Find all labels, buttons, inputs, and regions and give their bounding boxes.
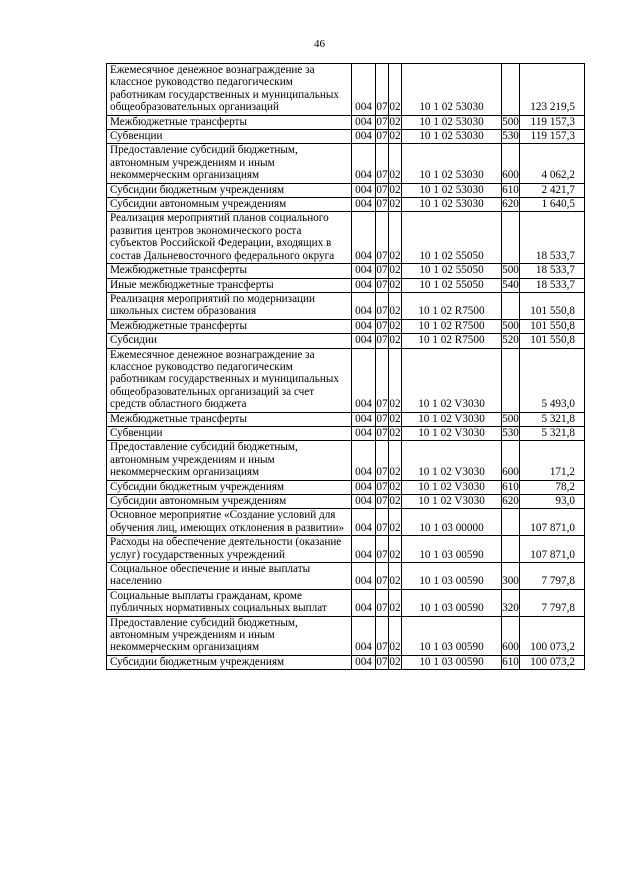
expense-type-code xyxy=(502,292,520,319)
department-code: 004 xyxy=(352,64,376,116)
section-code: 07 xyxy=(376,441,389,480)
line-item-name: Субвенции xyxy=(107,130,352,144)
department-code: 004 xyxy=(352,412,376,426)
line-item-name: Реализация мероприятий по модернизации школьных систем образования xyxy=(107,292,352,319)
section-code: 07 xyxy=(376,212,389,264)
table-row xyxy=(107,319,585,333)
department-code: 004 xyxy=(352,348,376,412)
subsection-code: 02 xyxy=(389,616,402,655)
section-code: 07 xyxy=(376,278,388,291)
table-row xyxy=(107,589,585,616)
line-item-name: Предоставление субсидий бюджетным, автономным учреждениям и иным некоммерческим организациям xyxy=(107,616,352,655)
amount: 107 871,0 xyxy=(520,536,585,563)
target-item-code: 10 1 02 R7500 xyxy=(402,319,502,333)
department-code: 004 xyxy=(352,130,376,144)
table-row xyxy=(107,412,585,426)
subsection-code: 02 xyxy=(389,536,402,563)
expense-type-code: 500 xyxy=(502,412,519,425)
department-code: 004 xyxy=(352,480,376,494)
expense-type-code xyxy=(502,64,520,116)
subsection-code: 02 xyxy=(389,480,401,493)
section-code: 07 xyxy=(376,495,388,507)
table-row xyxy=(107,495,585,509)
amount: 4 062,2 xyxy=(520,144,585,183)
target-item-code: 10 1 02 55050 xyxy=(402,278,502,292)
amount: 101 550,8 xyxy=(520,319,585,333)
table-row xyxy=(107,64,585,116)
section-code: 07 xyxy=(376,480,388,493)
expense-type-code: 500 xyxy=(502,115,519,128)
line-item-name: Социальное обеспечение и иные выплаты населению xyxy=(107,563,352,590)
line-item-name: Основное мероприятие «Создание условий для обучения лиц, имеющих отклонения в развитии» xyxy=(107,509,352,536)
expense-type-code: 530 xyxy=(502,426,519,439)
section-code: 07 xyxy=(376,64,389,116)
subsection-code: 02 xyxy=(389,495,401,507)
amount: 107 871,0 xyxy=(520,509,585,536)
target-item-code: 10 1 03 00590 xyxy=(402,563,502,590)
expense-type-code: 610 xyxy=(502,183,519,196)
target-item-code: 10 1 02 53030 xyxy=(402,183,502,197)
subsection-code: 02 xyxy=(389,264,401,277)
line-item-name: Иные межбюджетные трансферты xyxy=(107,278,352,292)
line-item-name: Ежемесячное денежное вознаграждение за классное руководство педагогическим работникам государственных и муниципальных общеобразовательных организаций за счет средств областного бюджета xyxy=(107,348,352,412)
expense-type-code: 610 xyxy=(502,480,519,493)
department-code: 004 xyxy=(352,278,376,292)
department-code: 004 xyxy=(352,144,376,183)
budget-table-body xyxy=(107,64,585,670)
subsection-code: 02 xyxy=(389,563,402,590)
subsection-code: 02 xyxy=(389,509,402,536)
line-item-name: Социальные выплаты гражданам, кроме публичных нормативных социальных выплат xyxy=(107,589,352,616)
amount: 100 073,2 xyxy=(520,616,585,655)
target-item-code: 10 1 02 55050 xyxy=(402,264,502,278)
line-item-name: Межбюджетные трансферты xyxy=(107,319,352,333)
table-row xyxy=(107,198,585,212)
section-code: 07 xyxy=(376,292,389,319)
expense-type-code: 620 xyxy=(502,198,519,211)
table-row xyxy=(107,441,585,480)
line-item-name: Ежемесячное денежное вознаграждение за классное руководство педагогическим работникам государственных и муниципальных общеобразовательных организаций xyxy=(107,64,352,116)
target-item-code: 10 1 02 R7500 xyxy=(402,334,502,348)
amount: 101 550,8 xyxy=(520,292,585,319)
section-code: 07 xyxy=(376,616,389,655)
section-code: 07 xyxy=(376,563,389,590)
amount: 101 550,8 xyxy=(520,334,585,348)
table-row xyxy=(107,183,585,197)
section-code: 07 xyxy=(376,412,388,425)
section-code: 07 xyxy=(376,264,388,277)
section-code: 07 xyxy=(376,130,388,143)
expense-type-code: 620 xyxy=(502,495,519,507)
subsection-code: 02 xyxy=(389,183,401,196)
department-code: 004 xyxy=(352,319,376,333)
amount: 5 321,8 xyxy=(520,412,585,426)
target-item-code: 10 1 02 R7500 xyxy=(402,292,502,319)
subsection-code: 02 xyxy=(389,278,401,291)
table-row xyxy=(107,616,585,655)
department-code: 004 xyxy=(352,563,376,590)
table-row xyxy=(107,144,585,183)
expense-type-code: 320 xyxy=(502,589,520,616)
subsection-code: 02 xyxy=(389,441,402,480)
table-row xyxy=(107,480,585,494)
target-item-code: 10 1 02 53030 xyxy=(402,198,502,212)
table-row xyxy=(107,536,585,563)
subsection-code: 02 xyxy=(389,292,402,319)
amount: 5 321,8 xyxy=(520,426,585,440)
amount: 119 157,3 xyxy=(520,130,585,144)
target-item-code: 10 1 02 V3030 xyxy=(402,495,502,509)
section-code: 07 xyxy=(376,536,389,563)
section-code: 07 xyxy=(376,655,388,668)
line-item-name: Межбюджетные трансферты xyxy=(107,412,352,426)
target-item-code: 10 1 02 V3030 xyxy=(402,348,502,412)
subsection-code: 02 xyxy=(389,144,402,183)
expense-type-code: 600 xyxy=(502,144,520,183)
amount: 1 640,5 xyxy=(520,198,585,212)
subsection-code: 02 xyxy=(389,64,402,116)
amount: 100 073,2 xyxy=(520,655,585,669)
table-row xyxy=(107,292,585,319)
table-row xyxy=(107,348,585,412)
subsection-code: 02 xyxy=(389,348,402,412)
expense-type-code: 500 xyxy=(502,264,519,277)
subsection-code: 02 xyxy=(389,655,401,668)
expense-type-code xyxy=(502,348,520,412)
line-item-name: Расходы на обеспечение деятельности (оказание услуг) государственных учреждений xyxy=(107,536,352,563)
section-code: 07 xyxy=(376,115,388,128)
expense-type-code: 600 xyxy=(502,616,520,655)
subsection-code: 02 xyxy=(389,589,402,616)
subsection-code: 02 xyxy=(389,130,401,143)
expense-type-code: 500 xyxy=(502,319,519,332)
table-row xyxy=(107,563,585,590)
department-code: 004 xyxy=(352,589,376,616)
target-item-code: 10 1 03 00590 xyxy=(402,536,502,563)
subsection-code: 02 xyxy=(389,412,401,425)
target-item-code: 10 1 02 53030 xyxy=(402,115,502,129)
department-code: 004 xyxy=(352,495,376,509)
line-item-name: Предоставление субсидий бюджетным, автономным учреждениям и иным некоммерческим организациям xyxy=(107,144,352,183)
table-row xyxy=(107,115,585,129)
line-item-name: Предоставление субсидий бюджетным, автономным учреждениям и иным некоммерческим организациям xyxy=(107,441,352,480)
line-item-name: Субсидии автономным учреждениям xyxy=(107,495,352,509)
amount: 5 493,0 xyxy=(520,348,585,412)
subsection-code: 02 xyxy=(389,212,402,264)
department-code: 004 xyxy=(352,292,376,319)
amount: 7 797,8 xyxy=(520,589,585,616)
expense-type-code xyxy=(502,536,520,563)
department-code: 004 xyxy=(352,334,376,348)
expense-type-code: 600 xyxy=(502,441,520,480)
section-code: 07 xyxy=(376,183,388,196)
department-code: 004 xyxy=(352,509,376,536)
target-item-code: 10 1 02 V3030 xyxy=(402,426,502,440)
line-item-name: Субсидии xyxy=(107,334,352,348)
amount: 18 533,7 xyxy=(520,212,585,264)
department-code: 004 xyxy=(352,426,376,440)
line-item-name: Субсидии автономным учреждениям xyxy=(107,198,352,212)
department-code: 004 xyxy=(352,655,376,669)
table-row xyxy=(107,212,585,264)
amount: 119 157,3 xyxy=(520,115,585,129)
subsection-code: 02 xyxy=(389,319,401,332)
subsection-code: 02 xyxy=(389,426,401,439)
table-row xyxy=(107,334,585,348)
expense-type-code: 540 xyxy=(502,278,519,291)
subsection-code: 02 xyxy=(389,115,401,128)
line-item-name: Субсидии бюджетным учреждениям xyxy=(107,480,352,494)
amount: 93,0 xyxy=(520,495,585,509)
amount: 7 797,8 xyxy=(520,563,585,590)
amount: 18 533,7 xyxy=(520,278,585,292)
expense-type-code: 610 xyxy=(502,655,519,668)
line-item-name: Субвенции xyxy=(107,426,352,440)
department-code: 004 xyxy=(352,183,376,197)
amount: 123 219,5 xyxy=(520,64,585,116)
section-code: 07 xyxy=(376,144,389,183)
table-row xyxy=(107,655,585,669)
expense-type-code xyxy=(502,212,520,264)
department-code: 004 xyxy=(352,198,376,212)
subsection-code: 02 xyxy=(389,334,401,347)
amount: 18 533,7 xyxy=(520,264,585,278)
section-code: 07 xyxy=(376,589,389,616)
target-item-code: 10 1 02 V3030 xyxy=(402,441,502,480)
table-row xyxy=(107,426,585,440)
department-code: 004 xyxy=(352,536,376,563)
section-code: 07 xyxy=(376,426,388,439)
expense-type-code xyxy=(502,509,520,536)
subsection-code: 02 xyxy=(389,198,401,211)
section-code: 07 xyxy=(376,334,388,347)
budget-table xyxy=(106,63,585,670)
line-item-name: Межбюджетные трансферты xyxy=(107,115,352,129)
target-item-code: 10 1 03 00590 xyxy=(402,616,502,655)
line-item-name: Межбюджетные трансферты xyxy=(107,264,352,278)
target-item-code: 10 1 02 53030 xyxy=(402,64,502,116)
amount: 171,2 xyxy=(520,441,585,480)
section-code: 07 xyxy=(376,348,389,412)
department-code: 004 xyxy=(352,115,376,129)
target-item-code: 10 1 03 00000 xyxy=(402,509,502,536)
table-row xyxy=(107,509,585,536)
target-item-code: 10 1 02 V3030 xyxy=(402,480,502,494)
department-code: 004 xyxy=(352,264,376,278)
department-code: 004 xyxy=(352,212,376,264)
target-item-code: 10 1 03 00590 xyxy=(402,655,502,669)
section-code: 07 xyxy=(376,198,388,211)
target-item-code: 10 1 03 00590 xyxy=(402,589,502,616)
expense-type-code: 520 xyxy=(502,334,519,347)
department-code: 004 xyxy=(352,616,376,655)
page-number: 46 xyxy=(314,38,325,50)
section-code: 07 xyxy=(376,319,388,332)
table-row xyxy=(107,278,585,292)
amount: 2 421,7 xyxy=(520,183,585,197)
expense-type-code: 530 xyxy=(502,130,519,143)
line-item-name: Субсидии бюджетным учреждениям xyxy=(107,655,352,669)
line-item-name: Субсидии бюджетным учреждениям xyxy=(107,183,352,197)
table-row xyxy=(107,264,585,278)
table-row xyxy=(107,130,585,144)
line-item-name: Реализация мероприятий планов социального развития центров экономического роста субъектов Российской Федерации, входящих в состав Дальневосточного федерального округа xyxy=(107,212,352,264)
department-code: 004 xyxy=(352,441,376,480)
section-code: 07 xyxy=(376,509,389,536)
target-item-code: 10 1 02 V3030 xyxy=(402,412,502,426)
target-item-code: 10 1 02 53030 xyxy=(402,144,502,183)
amount: 78,2 xyxy=(520,480,585,494)
expense-type-code: 300 xyxy=(502,563,520,590)
target-item-code: 10 1 02 55050 xyxy=(402,212,502,264)
target-item-code: 10 1 02 53030 xyxy=(402,130,502,144)
